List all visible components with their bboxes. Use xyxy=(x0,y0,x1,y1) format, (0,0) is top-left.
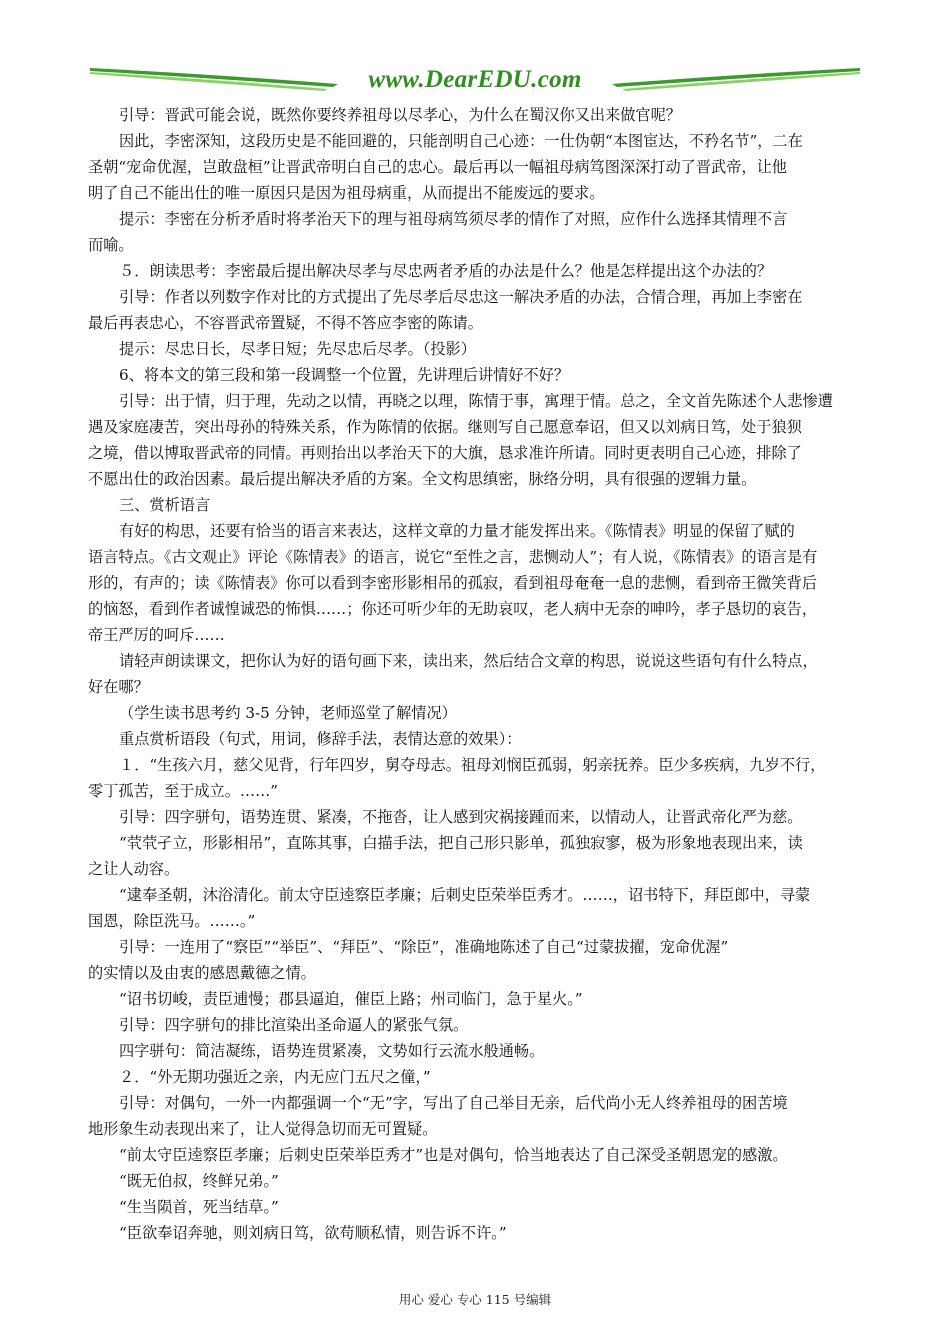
paragraph-line: 引导：对偶句，一外一内都强调一个“无”字，写出了自己举目无亲，后代尚小无人终养祖母的困苦境 xyxy=(119,1094,788,1112)
paragraph-line: 引导：四字骈句，语势连贯、紧凑，不拖沓，让人感到灾祸接踵而来，以情动人，让晋武帝化严为慈。 xyxy=(119,808,803,826)
paragraph-line: ２．“外无期功强近之亲，内无应门五尺之僮，” xyxy=(119,1068,431,1086)
paragraph-line: “既无伯叔，终鲜兄弟。” xyxy=(119,1172,279,1190)
paragraph-line: “逮奉圣朝，沐浴清化。前太守臣逵察臣孝廉；后刺史臣荣举臣秀才。……，诏书特下，拜臣郎中，寻蒙 xyxy=(119,886,811,904)
paragraph-line: 明了自己不能出仕的唯一原因只是因为祖母病重，从而提出不能废远的要求。 xyxy=(88,184,605,202)
paragraph-line: 之境，借以博取晋武帝的同情。再则抬出以孝治天下的大旗，恳求准许所请。同时更表明自己心迹，排除了 xyxy=(88,444,802,462)
paragraph-line: 而喻。 xyxy=(88,236,134,254)
paragraph-line: 之让人动容。 xyxy=(88,860,180,878)
paragraph-line: 6、将本文的第三段和第一段调整一个位置，先讲理后讲情好不好？ xyxy=(119,366,570,384)
paragraph-line: 重点赏析语段（句式，用词，修辞手法，表情达意的效果）： xyxy=(119,730,522,748)
paragraph-line: 提示：李密在分析矛盾时将孝治天下的理与祖母病笃须尽孝的情作了对照，应作什么选择其情理不言 xyxy=(119,210,788,228)
paragraph-line: 不愿出仕的政治因素。最后提出解决矛盾的方案。全文构思缜密，脉络分明，具有很强的逻辑力量。 xyxy=(88,470,757,488)
paragraph-line: 引导：一连用了“察臣”“举臣”、“拜臣”、“除臣”，准确地陈述了自己“过蒙拔擢，宠命优渥” xyxy=(119,938,729,956)
paragraph-line: “诏书切峻，责臣逋慢；郡县逼迫，催臣上路；州司临门，急于星火。” xyxy=(119,990,583,1008)
paragraph-line: 地形象生动表现出来了，让人觉得急切而无可置疑。 xyxy=(88,1120,438,1138)
paragraph-line: 语言特点。《古文观止》评论《陈情表》的语言，说它“至性之言，悲恻动人”；有人说，《陈情表》的语言是有 xyxy=(88,548,818,566)
paragraph-line: 四字骈句：简洁凝练，语势连贯紧凑，文势如行云流水般通畅。 xyxy=(119,1042,545,1060)
paragraph-line: （学生读书思考约 3-5 分钟，老师巡堂了解情况） xyxy=(119,704,457,722)
page-header xyxy=(88,62,862,96)
paragraph-line: 的实情以及由衷的感恩戴德之情。 xyxy=(88,964,316,982)
paragraph-line: 形的，有声的；读《陈情表》你可以看到李密形影相吊的孤寂，看到祖母奄奄一息的悲恻，看到帝王微笑背后 xyxy=(88,574,817,592)
paragraph-line: １．“生孩六月，慈父见背，行年四岁，舅夺母志。祖母刘悯臣孤弱，躬亲抚养。臣少多疾病，九岁不行， xyxy=(119,756,826,774)
section-heading: 三、赏析语言 xyxy=(119,496,211,514)
paragraph-line: 引导：出于情，归于理，先动之以情，再晓之以理，陈情于事，寓理于情。总之，全文首先陈述个人悲惨遭 xyxy=(119,392,833,410)
paragraph-line: 圣朝“宠命优渥，岂敢盘桓”让晋武帝明白自己的忠心。最后再以一幅祖母病笃图深深打动了晋武帝，让他 xyxy=(88,158,787,176)
paragraph-line: 引导：四字骈句的排比渲染出圣命逼人的紧张气氛。 xyxy=(119,1016,469,1034)
paragraph-line: 因此，李密深知，这段历史是不能回避的，只能剖明自己心迹：一仕伪朝“本图宦达，不矜名节”，二在 xyxy=(119,132,803,150)
paragraph-line: “前太守臣逵察臣孝廉；后刺史臣荣举臣秀才”也是对偶句，恰当地表达了自己深受圣朝恩宠的感激。 xyxy=(119,1146,788,1164)
site-logo: www.DearEDU.com xyxy=(368,66,582,93)
paragraph-line: 有好的构思，还要有恰当的语言来表达，这样文章的力量才能发挥出来。《陈情表》明显的保留了赋的 xyxy=(119,522,795,540)
paragraph-line: 国恩，除臣洗马。……。” xyxy=(88,912,256,930)
document-body xyxy=(88,102,862,1246)
paragraph-line: ５．朗读思考：李密最后提出解决尽孝与尽忠两者矛盾的办法是什么？他是怎样提出这个办法的？ xyxy=(119,262,773,280)
paragraph-line: 最后再表忠心，不容晋武帝置疑，不得不答应李密的陈请。 xyxy=(88,314,483,332)
paragraph-line: 请轻声朗读课文，把你认为好的语句画下来，读出来，然后结合文章的构思，说说这些语句有什么特点， xyxy=(119,652,818,670)
page-footer: 用心 爱心 专心 115 号编辑 xyxy=(398,1292,552,1307)
paragraph-line: 的恼怒，看到作者诚惶诚恐的怖惧……；你还可听少年的无助哀叹，老人病中无奈的呻吟，孝子恳切的哀告， xyxy=(88,600,817,618)
paragraph-line: 零丁孤苦，至于成立。……” xyxy=(88,782,279,800)
paragraph-line: “生当陨首，死当结草。” xyxy=(119,1198,279,1216)
paragraph-line: “茕茕孑立，形影相吊”，直陈其事，白描手法，把自己形只影单，孤独寂寥，极为形象地表现出来，读 xyxy=(119,834,803,852)
paragraph-line: 遇及家庭凄苦，突出母孙的特殊关系，作为陈情的依据。继则写自己愿意奉诏，但又以刘病日笃，处于狼狈 xyxy=(88,418,802,436)
paragraph-line: 提示：尽忠日长，尽孝日短；先尽忠后尽孝。（投影） xyxy=(119,340,476,358)
paragraph-line: “臣欲奉诏奔驰，则刘病日笃，欲苟顺私情，则告诉不许。” xyxy=(119,1224,507,1242)
paragraph-line: 引导：作者以列数字作对比的方式提出了先尽孝后尽忠这一解决矛盾的办法，合情合理，再加上李密在 xyxy=(119,288,803,306)
paragraph-line: 好在哪？ xyxy=(88,678,149,696)
paragraph-line: 引导：晋武可能会说，既然你要终养祖母以尽孝心，为什么在蜀汉你又出来做官呢？ xyxy=(119,106,681,124)
paragraph-line: 帝王严厉的呵斥…… xyxy=(88,626,225,644)
